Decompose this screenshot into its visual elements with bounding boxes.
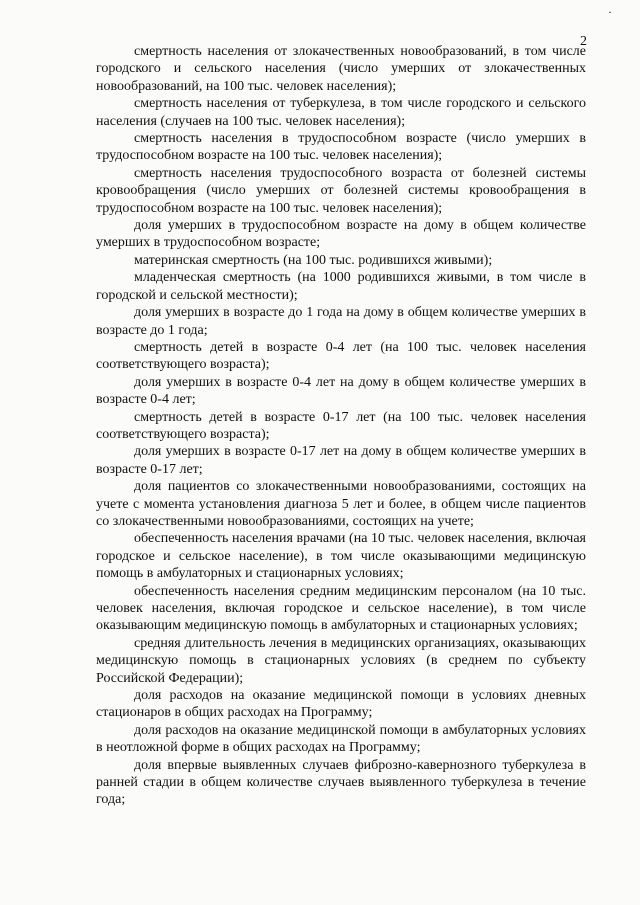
paragraph: обеспеченность населения врачами (на 10 тыс. человек населения, включая городское и сельское население), в том числе оказывающими медицинскую помощь в амбулаторных и стационарных условиях;: [96, 531, 586, 582]
paragraph: смертность населения от злокачественных новообразований, в том числе городского и сельского населения (число умерших от злокачественных новообразований, на 100 тыс. человек населения);: [96, 44, 586, 94]
paragraph: доля расходов на оказание медицинской помощи в амбулаторных условиях в неотложной форме в общих расходах на Программу;: [96, 722, 586, 756]
paragraph: доля умерших в возрасте до 1 года на дому в общем количестве умерших в возрасте до 1 года;: [96, 305, 586, 338]
body-text: [96, 43, 586, 809]
paragraph: смертность детей в возрасте 0-4 лет (на 100 тыс. человек населения соответствующего возраста);: [96, 339, 586, 373]
paragraph: средняя длительность лечения в медицинских организациях, оказывающих медицинскую помощь в стационарных условиях (в среднем по субъекту Российской Федерации);: [96, 635, 586, 686]
paragraph: материнская смертность (на 100 тыс. родившихся живыми);: [134, 252, 493, 268]
paragraph: доля умерших в возрасте 0-4 лет на дому в общем количестве умерших в возрасте 0-4 лет;: [96, 374, 586, 408]
paragraph: доля умерших в возрасте 0-17 лет на дому в общем количестве умерших в возрасте 0-17 лет;: [96, 444, 586, 477]
paragraph: доля пациентов со злокачественными новообразованиями, состоящих на учете с момента установления диагноза 5 лет и более, в общем числе пациентов со злокачественными новообразованиями, состоящих на учете;: [96, 479, 586, 529]
paragraph: смертность населения трудоспособного возраста от болезней системы кровообращения (число умерших от болезней системы кровообращения в трудоспособном возрасте на 100 тыс. человек населения);: [96, 165, 586, 216]
paragraph: доля впервые выявленных случаев фиброзно-кавернозного туберкулеза в ранней стадии в общем количестве случаев выявленного туберкулеза в течение года;: [96, 757, 586, 808]
page-number: 2: [580, 34, 587, 49]
paragraph: смертность населения от туберкулеза, в том числе городского и сельского населения (случаев на 100 тыс. человек населения);: [96, 96, 586, 129]
corner-mark: ·: [608, 5, 612, 19]
paragraph: смертность детей в возрасте 0-17 лет (на 100 тыс. человек населения соответствующего возраста);: [96, 409, 586, 442]
paragraph: доля расходов на оказание медицинской помощи в условиях дневных стационаров в общих расходах на Программу;: [96, 688, 586, 721]
paragraph: смертность населения в трудоспособном возрасте (число умерших в трудоспособном возрасте на 100 тыс. человек населения);: [96, 131, 586, 164]
paragraph: младенческая смертность (на 1000 родившихся живыми, в том числе в городской и сельской местности);: [96, 270, 586, 303]
paragraph: обеспеченность населения средним медицинским персоналом (на 10 тыс. человек населения, включая городское и сельское население), в том числе оказывающим медицинскую помощь в амбулаторных и стационарных условиях;: [96, 583, 586, 634]
paragraph: доля умерших в трудоспособном возрасте на дому в общем количестве умерших в трудоспособном возрасте;: [96, 218, 586, 251]
